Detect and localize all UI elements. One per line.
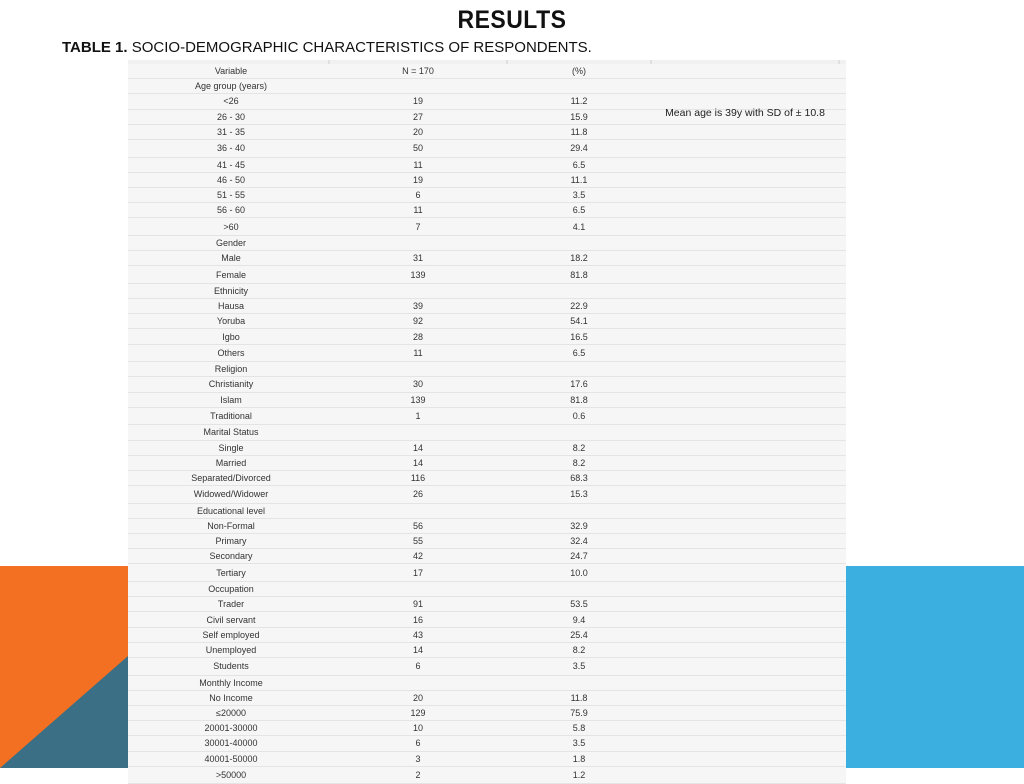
table-row (128, 612, 846, 627)
count-cell: 26 (412, 489, 423, 500)
count-cell: 6 (415, 661, 421, 672)
percent-cell: 8.2 (572, 442, 586, 453)
percent-cell (508, 582, 650, 596)
mean-age-note: Mean age is 39y with SD of ± 10.8 (665, 107, 825, 119)
count-cell: 42 (412, 551, 423, 562)
percent-cell: 68.3 (570, 473, 588, 483)
percent-cell: 75.9 (570, 708, 588, 719)
percent-cell: 16.5 (570, 331, 588, 342)
table-row (128, 628, 846, 643)
percent-cell: 22.9 (570, 301, 588, 312)
count-cell: 139 (410, 269, 426, 280)
count-cell: 20 (412, 126, 423, 137)
variable-cell: Hausa (217, 301, 244, 312)
table-row (128, 125, 846, 140)
table-row (128, 299, 846, 314)
table-row (128, 236, 846, 251)
count-cell: 55 (412, 536, 423, 547)
table-row (128, 251, 846, 266)
percent-cell: 54.1 (570, 316, 588, 327)
table-row (128, 329, 846, 344)
variable-cell: Traditional (210, 411, 252, 422)
variable-cell: 46 - 50 (216, 174, 246, 185)
count-cell: 139 (410, 394, 426, 405)
table-row (128, 345, 846, 363)
table-row (128, 173, 846, 188)
variable-cell: 36 - 40 (216, 143, 246, 154)
percent-cell (508, 425, 650, 439)
variable-cell: 56 - 60 (216, 205, 246, 216)
variable-cell: Non-Formal (207, 520, 255, 531)
count-cell: 3 (415, 753, 421, 764)
table-row (128, 706, 846, 721)
variable-cell: 30001-40000 (204, 738, 258, 749)
percent-cell: 3.5 (572, 738, 586, 749)
count-cell (330, 236, 506, 250)
variable-cell: Others (217, 347, 245, 358)
percent-cell: 18.2 (570, 253, 588, 264)
percent-cell: 53.5 (570, 599, 588, 610)
variable-cell: 51 - 55 (216, 190, 246, 200)
table-row (128, 597, 846, 612)
percent-cell: 29.4 (570, 143, 588, 154)
percent-cell: 17.6 (570, 379, 588, 390)
demographics-table (128, 60, 846, 780)
percent-cell: 1.8 (572, 753, 586, 764)
count-cell (330, 362, 506, 376)
table-row (128, 752, 846, 767)
variable-cell: Married (215, 457, 247, 468)
table-label: TABLE 1. (62, 39, 128, 56)
count-cell: 11 (413, 159, 423, 170)
variable-cell: Separated/Divorced (191, 473, 271, 483)
percent-cell (508, 79, 650, 93)
count-cell: 50 (412, 143, 423, 154)
table-row (128, 188, 846, 203)
count-cell: 14 (412, 457, 423, 468)
variable-cell: Gender (215, 237, 247, 248)
variable-cell: No Income (209, 692, 253, 703)
variable-cell: 41 - 45 (216, 159, 246, 170)
table-row (128, 767, 846, 784)
count-cell: 19 (412, 174, 423, 185)
variable-cell: Female (215, 269, 246, 280)
percent-cell: 11.2 (570, 96, 588, 107)
count-cell: 28 (412, 331, 423, 342)
table-row (128, 504, 846, 519)
count-cell: 6 (415, 738, 421, 749)
table-row (128, 158, 846, 173)
variable-cell: Unemployed (205, 644, 257, 655)
variable-cell: Monthly Income (199, 677, 263, 688)
percent-cell: 32.4 (570, 536, 588, 547)
table-row (128, 362, 846, 377)
percent-cell: 8.2 (572, 457, 586, 468)
percent-cell: 11.8 (570, 126, 588, 137)
count-cell: 17 (412, 567, 423, 578)
variable-cell: Igbo (222, 331, 240, 342)
table-row (128, 441, 846, 456)
table-row (128, 140, 846, 158)
count-cell: 14 (412, 644, 423, 655)
table-row (128, 408, 846, 426)
percent-cell: 11.1 (570, 174, 588, 185)
percent-cell: 6.5 (572, 159, 586, 170)
count-cell (330, 582, 506, 596)
table-row (128, 203, 846, 218)
variable-cell: Age group (years) (194, 81, 268, 92)
percent-cell: 81.8 (570, 269, 588, 280)
percent-cell (508, 676, 650, 690)
table-header-row (128, 64, 846, 79)
percent-cell (508, 362, 650, 376)
table-row (128, 456, 846, 471)
count-cell: 2 (415, 769, 421, 780)
table-row (128, 218, 846, 236)
slide-title: RESULTS (457, 6, 567, 34)
variable-cell: >60 (223, 221, 239, 232)
count-cell: 14 (412, 442, 423, 453)
variable-cell: <26 (223, 96, 239, 107)
count-cell: 92 (412, 316, 423, 327)
count-cell: 1 (415, 411, 421, 422)
table-row (128, 721, 846, 736)
count-cell: N = 170 (402, 66, 434, 77)
count-cell: 43 (412, 629, 423, 640)
table-row (128, 393, 846, 408)
table-row (128, 564, 846, 582)
count-cell: 27 (412, 111, 423, 122)
percent-cell (508, 504, 650, 518)
percent-cell: 81.8 (570, 394, 588, 405)
percent-cell: 24.7 (570, 551, 588, 562)
variable-cell: 20001-30000 (204, 723, 258, 734)
variable-cell: Islam (220, 394, 242, 405)
count-cell: 7 (415, 221, 421, 232)
table-row (128, 266, 846, 284)
table-row (128, 425, 846, 440)
table-row (128, 676, 846, 691)
variable-cell: Ethnicity (213, 285, 248, 296)
percent-cell: 15.3 (570, 489, 588, 500)
count-cell: 91 (412, 599, 423, 610)
variable-cell: Single (218, 442, 244, 453)
variable-cell: Variable (214, 66, 248, 77)
table-row (128, 691, 846, 706)
count-cell (330, 676, 506, 690)
variable-cell: 31 - 35 (216, 126, 246, 137)
variable-cell: Self employed (202, 629, 260, 640)
percent-cell: 4.1 (572, 221, 586, 232)
variable-cell: Yoruba (216, 316, 246, 327)
count-cell (330, 284, 506, 298)
table-row (128, 658, 846, 676)
percent-cell (508, 284, 650, 298)
table-row (128, 79, 846, 94)
teal-triangle-decoration (0, 566, 128, 768)
table-row (128, 471, 846, 486)
count-cell: 129 (410, 708, 426, 719)
variable-cell: Civil servant (206, 614, 256, 625)
table-caption (62, 39, 592, 56)
variable-cell: Students (213, 661, 249, 672)
table-row (128, 377, 846, 392)
count-cell: 6 (415, 190, 421, 200)
count-cell (330, 504, 506, 518)
table-row (128, 534, 846, 549)
count-cell (330, 79, 506, 93)
count-cell: 16 (412, 614, 423, 625)
count-cell: 20 (412, 692, 423, 703)
percent-cell: 25.4 (570, 629, 588, 640)
percent-cell: 6.5 (572, 347, 586, 358)
variable-cell: ≤20000 (216, 708, 246, 719)
count-cell: 11 (413, 205, 423, 216)
percent-cell: 3.5 (572, 661, 586, 672)
table-row (128, 736, 846, 751)
percent-cell: 32.9 (570, 520, 588, 531)
table-row (128, 549, 846, 564)
percent-cell: 9.4 (572, 614, 586, 625)
variable-cell: Secondary (209, 551, 253, 562)
variable-cell: >50000 (215, 769, 247, 780)
percent-cell: 1.2 (572, 769, 586, 780)
variable-cell: Marital Status (203, 427, 259, 438)
variable-cell: 26 - 30 (216, 111, 246, 122)
variable-cell: Occupation (208, 584, 254, 595)
table-row (128, 314, 846, 329)
variable-cell: Primary (215, 536, 247, 547)
variable-cell: Tertiary (216, 567, 246, 578)
table-body (128, 64, 846, 784)
percent-cell: 8.2 (572, 644, 586, 655)
percent-cell: 3.5 (572, 190, 586, 200)
table-row (128, 519, 846, 534)
count-cell: 56 (412, 520, 423, 531)
percent-cell: (%) (572, 66, 586, 77)
percent-cell: 0.6 (572, 411, 586, 422)
percent-cell: 11.8 (570, 692, 588, 703)
count-cell: 39 (412, 301, 423, 312)
count-cell: 19 (412, 96, 423, 107)
variable-cell: 40001-50000 (204, 753, 258, 764)
variable-cell: Trader (217, 599, 245, 610)
percent-cell: 10.0 (570, 567, 588, 578)
variable-cell: Male (221, 253, 241, 264)
table-row (128, 486, 846, 504)
percent-cell: 15.9 (570, 111, 588, 122)
percent-cell (508, 236, 650, 250)
count-cell: 116 (410, 473, 426, 483)
count-cell (330, 425, 506, 439)
count-cell: 10 (412, 723, 423, 734)
table-row (128, 643, 846, 658)
variable-cell: Christianity (208, 379, 254, 390)
table-row (128, 284, 846, 299)
count-cell: 11 (413, 347, 423, 358)
percent-cell: 6.5 (572, 205, 586, 216)
orange-decoration-block (0, 566, 128, 768)
percent-cell: 5.8 (572, 723, 586, 734)
count-cell: 31 (412, 253, 423, 264)
count-cell: 30 (412, 379, 423, 390)
variable-cell: Educational level (196, 505, 266, 516)
table-title: SOCIO-DEMOGRAPHIC CHARACTERISTICS OF RESPONDENTS. (131, 39, 592, 56)
variable-cell: Widowed/Widower (193, 489, 269, 500)
table-row (128, 582, 846, 597)
blue-decoration-block (846, 566, 1024, 768)
variable-cell: Religion (214, 364, 248, 375)
